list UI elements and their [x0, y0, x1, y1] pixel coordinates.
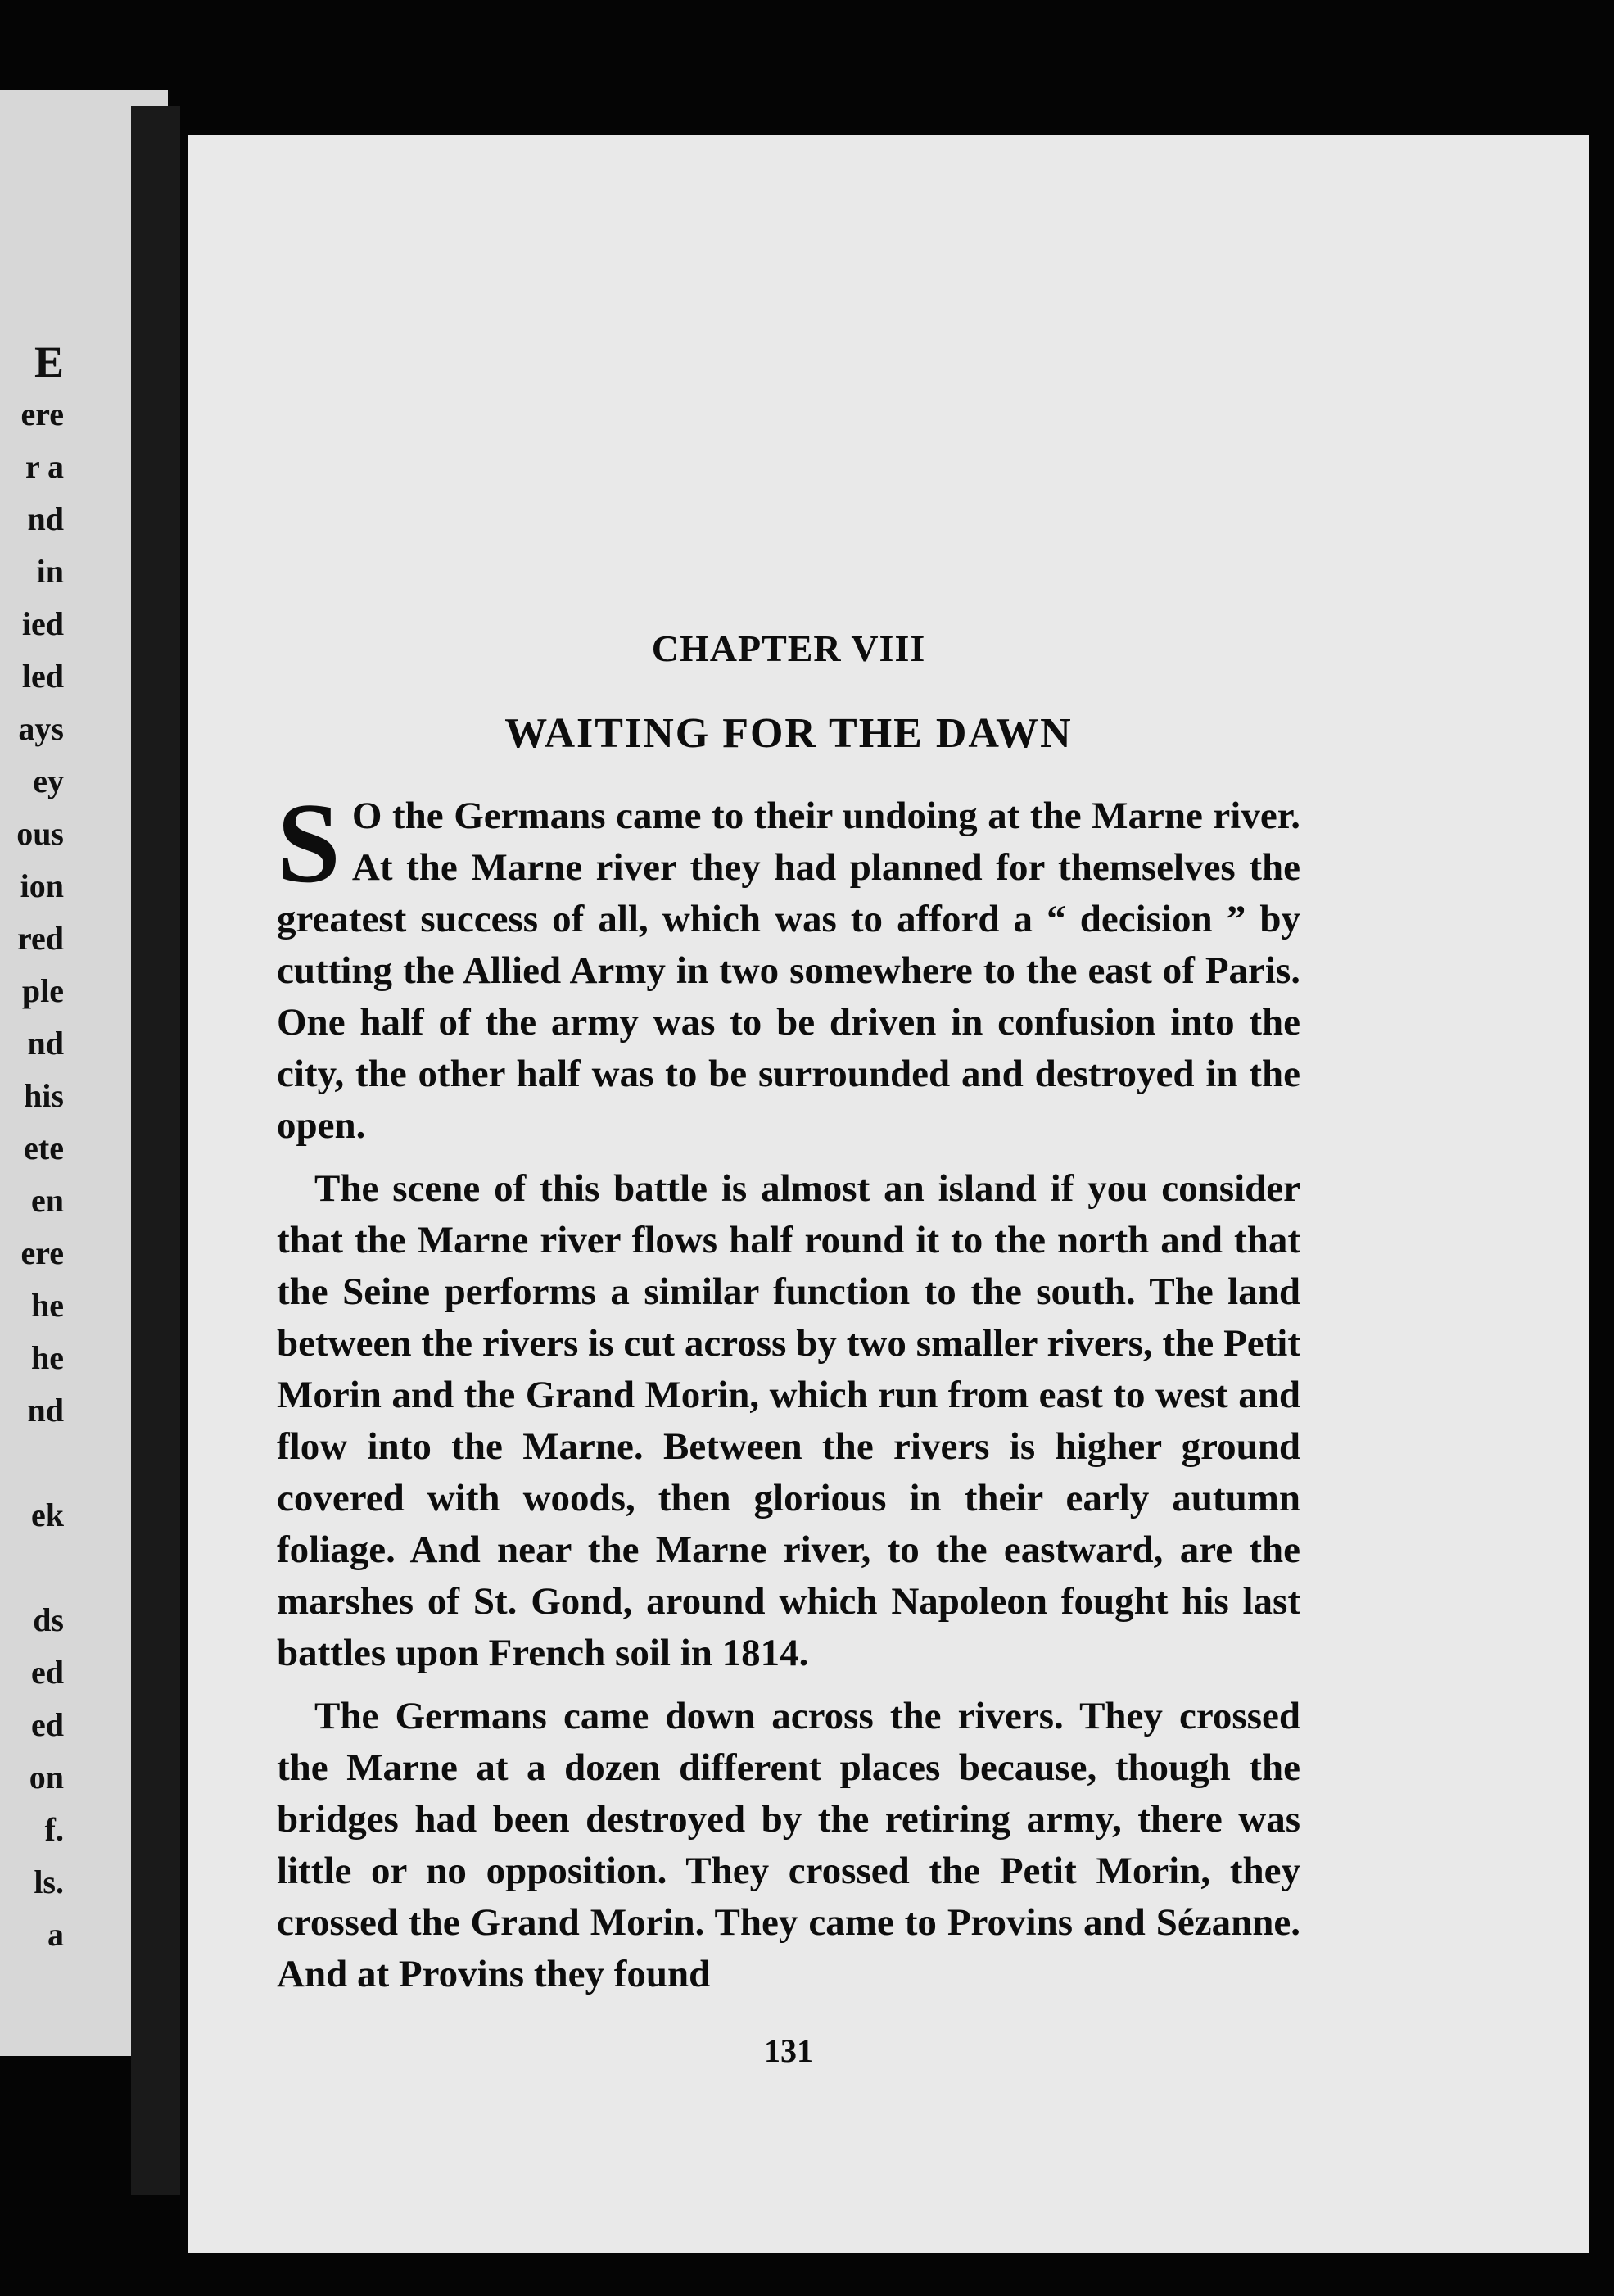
left-page-fragment: ous	[16, 815, 64, 852]
left-page-fragment: ion	[20, 867, 64, 904]
left-page-fragment: ere	[20, 1234, 64, 1271]
left-page-fragment: ed	[31, 1654, 64, 1691]
left-page-fragment: ere	[20, 396, 64, 432]
left-page-fragment: ls.	[34, 1864, 64, 1900]
left-page-fragment: his	[24, 1077, 64, 1114]
left-page-fragment: ed	[31, 1706, 64, 1743]
paragraph-1-text: O the Germans came to their undoing at the Marne river. At the Marne river they had planned for themselves the greatest success of all, which was to afford a “ decision ” by cutting the Allied Army in two somewhere to the east of Paris. One half of the army was to be driven in confusion into the city, the other half was to be surrounded and destroyed in the open.	[277, 795, 1300, 1147]
chapter-title: WAITING FOR THE DAWN	[504, 710, 1073, 757]
left-page-fragment: a	[47, 1916, 64, 1953]
right-page	[188, 135, 1589, 2253]
left-page-fragment: nd	[27, 1392, 64, 1429]
left-page-fragment: ey	[33, 763, 64, 799]
paragraph-3: The Germans came down across the rivers. They crossed the Marne at a dozen different places because, though the bridges had been destroyed by the retiring army, there was little or no opposition. They crossed the Petit Morin, they crossed the Grand Morin. They came to Provins and Sézanne. And at Provins they found	[277, 1695, 1300, 1995]
drop-cap: S	[277, 780, 341, 907]
left-page-fragment: on	[29, 1759, 64, 1796]
left-page-text-fragments	[0, 336, 64, 1961]
left-page-fragment: he	[31, 1287, 64, 1324]
left-page-fragment: ied	[21, 605, 64, 642]
left-page-fragment: en	[31, 1182, 64, 1219]
left-page-fragment	[0, 1437, 64, 1489]
chapter-number: CHAPTER VIII	[651, 627, 926, 669]
left-page-fragment: r a	[25, 448, 64, 485]
left-page-fragment: E	[34, 337, 64, 387]
left-page-fragment: ete	[24, 1130, 64, 1166]
page-number: 131	[764, 2032, 813, 2069]
left-page-fragment: in	[36, 553, 64, 590]
left-page-fragment: ds	[33, 1601, 64, 1638]
page-content	[277, 627, 1300, 2070]
left-page-fragment: nd	[27, 500, 64, 537]
left-page-fragment: led	[21, 658, 64, 695]
left-page-fragment: nd	[27, 1025, 64, 1062]
left-page-fragment	[0, 1542, 64, 1594]
left-page-fragment: f.	[44, 1811, 64, 1848]
paragraph-2: The scene of this battle is almost an island if you consider that the Marne river flows half round it to the north and that the Seine performs a similar function to the south. The land between the rivers is cut across by two smaller rivers, the Petit Morin and the Grand Morin, which run from east to west and flow into the Marne. Between the rivers is higher ground covered with woods, then glorious in their early autumn foliage. And near the Marne river, to the eastward, are the marshes of St. Gond, around which Napoleon fought his last battles upon French soil in 1814.	[277, 1167, 1300, 1674]
paragraph-1	[277, 780, 1300, 1152]
left-page-fragment: he	[31, 1339, 64, 1376]
left-page-fragment: ek	[31, 1497, 64, 1533]
left-page-fragment: red	[16, 920, 64, 957]
left-page-fragment: ays	[18, 710, 64, 747]
book-gutter	[131, 106, 180, 2195]
left-page-fragment: ple	[21, 972, 64, 1009]
